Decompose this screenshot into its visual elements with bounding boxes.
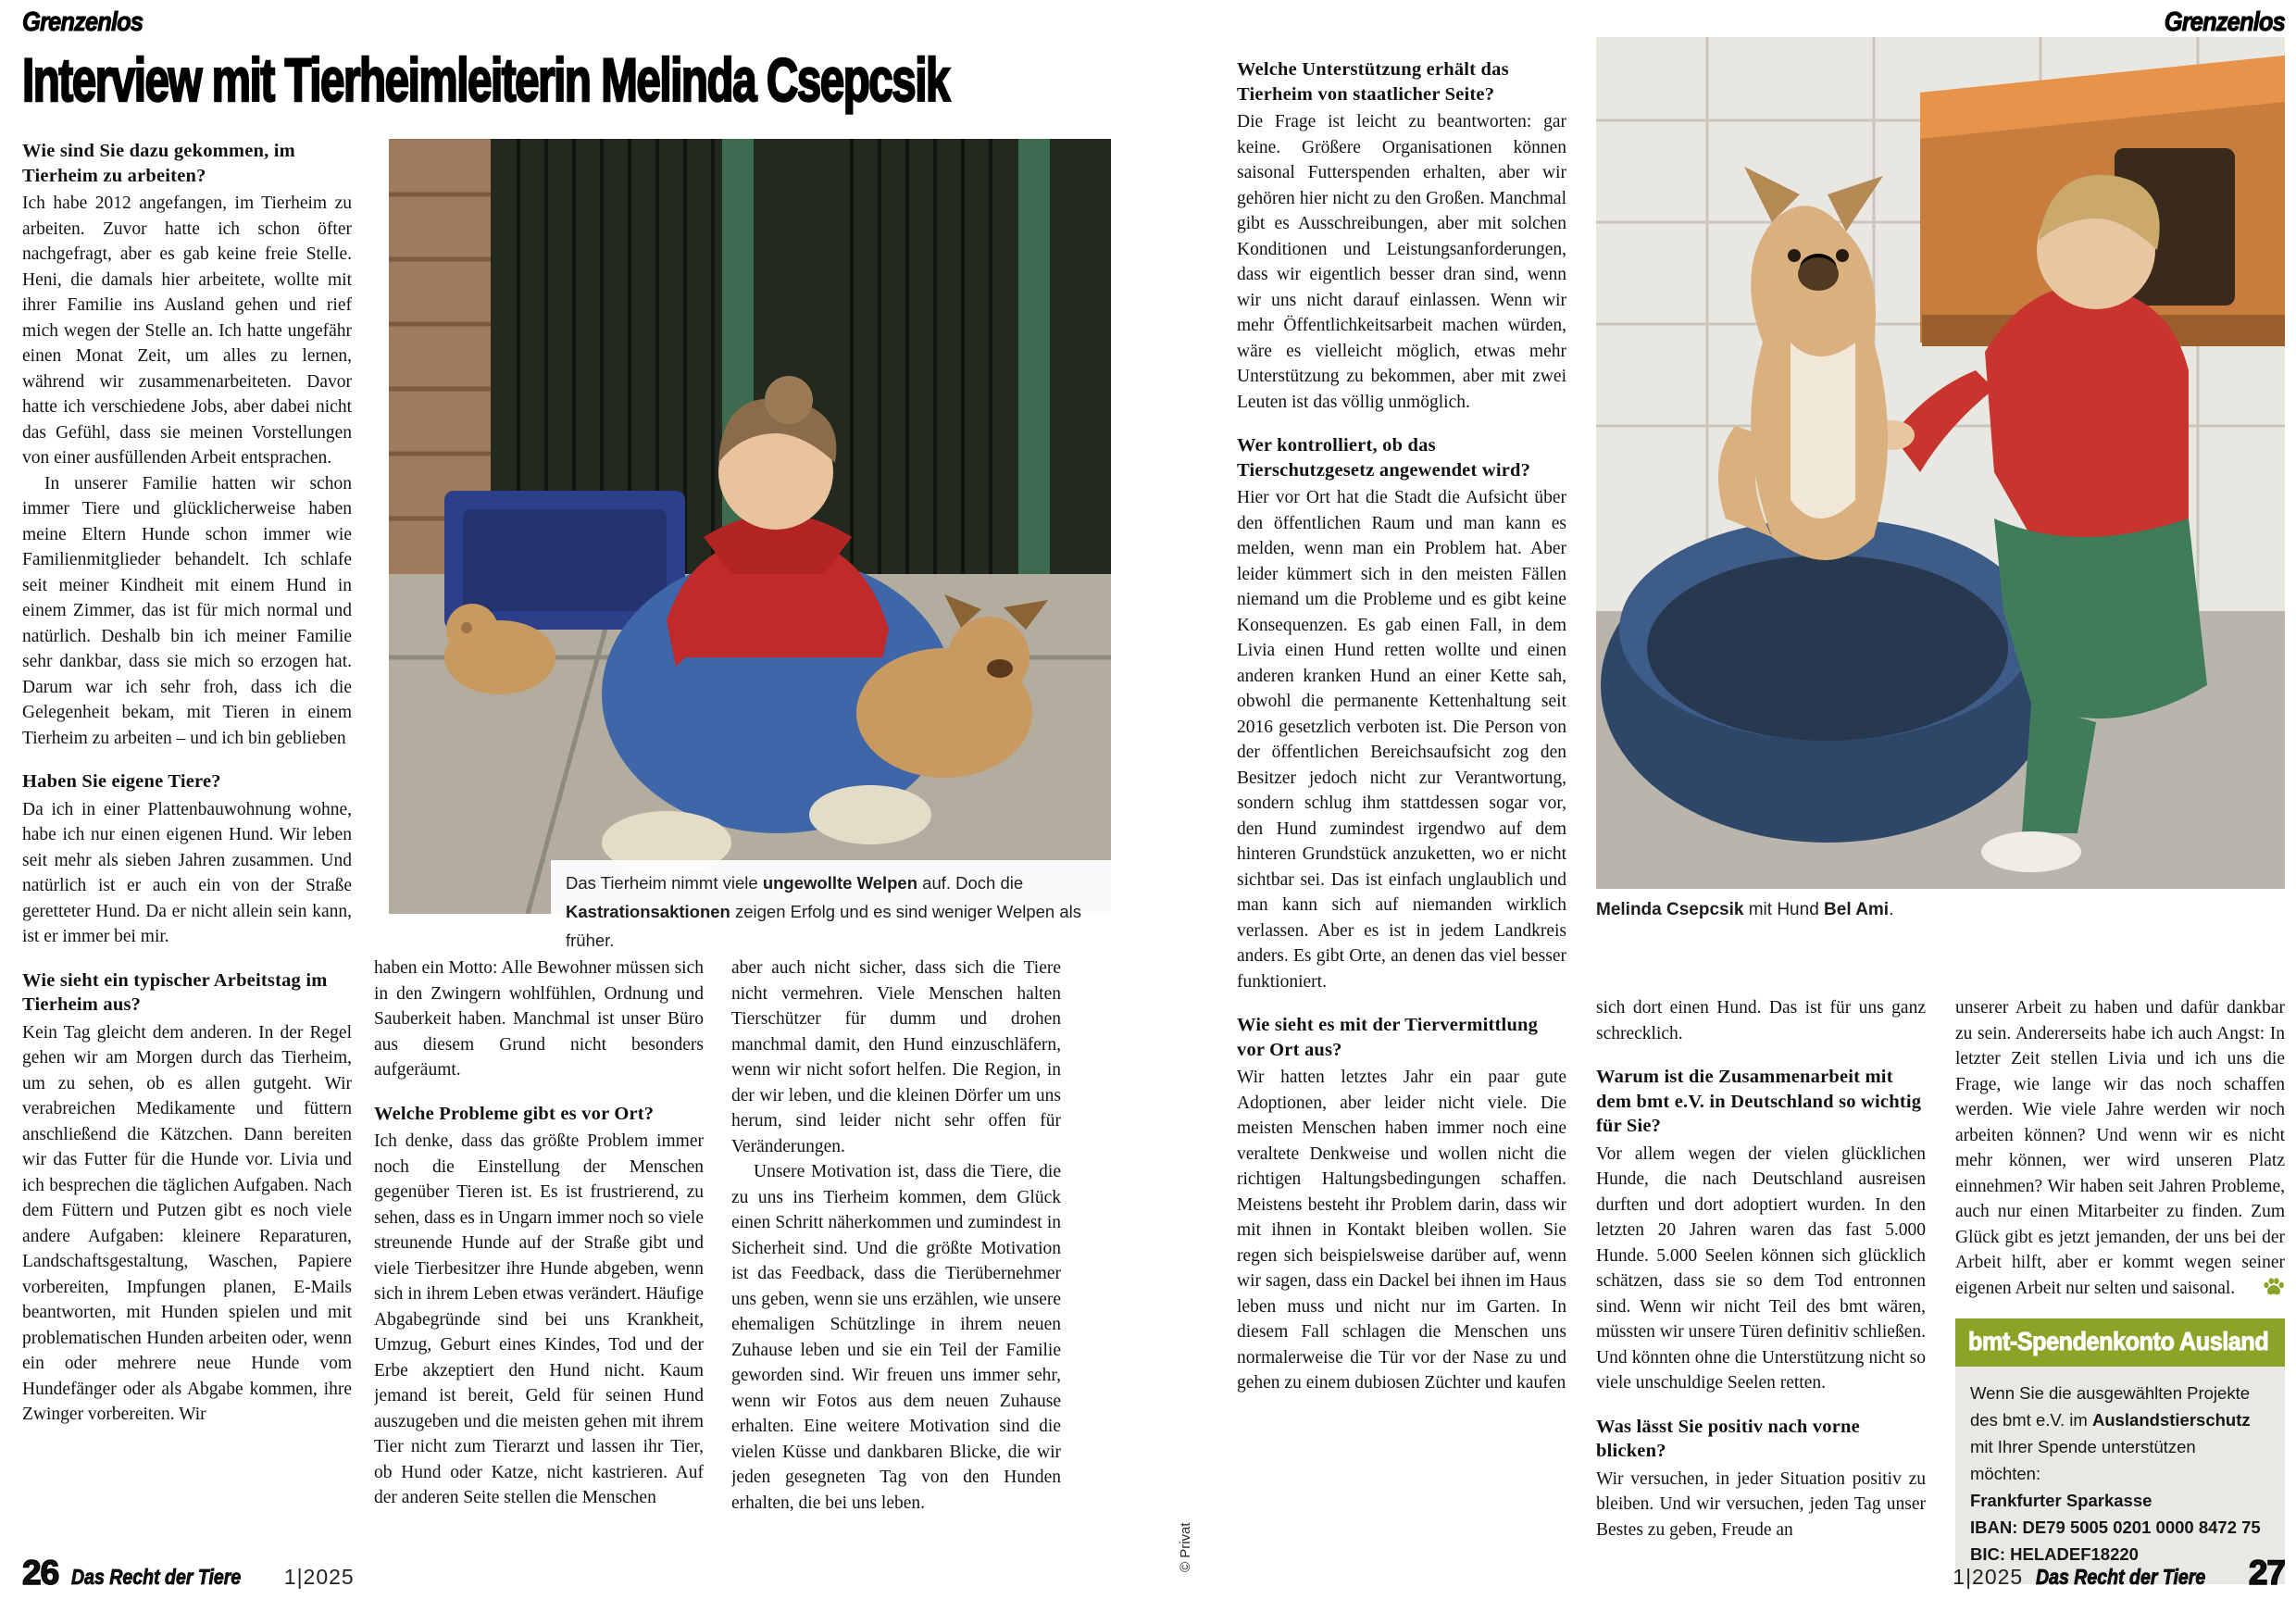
caption-bold-text: Frankfurter Sparkasse [1970, 1491, 2152, 1510]
caption-bold-text: IBAN: DE79 5005 0201 0000 8472 75 [1970, 1518, 2261, 1537]
section-label-left: Grenzenlos [22, 7, 144, 37]
photo-left-illustration [389, 139, 1111, 914]
caption-text: zeigen Erfolg und es sind weniger Welpen als früher. [566, 902, 1081, 950]
issue-label: 1|2025 [283, 1565, 355, 1589]
interview-paragraph: In unserer Familie hatten wir schon immer Tiere und glücklicherweise haben meine Eltern Hunde schon immer wie Familienmitglieder behandelt. Ich schlafe seit meiner Kindheit mit einem Hund in einem Zimmer, das ist für mich normal und natürlich. Deshalb bin ich meiner Familie sehr dankbar, dass sie mich so erzogen hat. Darum war ich sehr froh, dass ich die Gelegenheit bekam, mit Tieren in einem Tierheim zu arbeiten – und ich bin geblieben [22, 473, 352, 748]
interview-paragraph: Kein Tag gleicht dem anderen. In der Regel gehen wir am Morgen durch das Tierheim, um zu sehen, ob es allen gutgeht. Wir verabreichen Medikamente und füttern anschließend die Kätzchen. Dann bereiten wir das Futter für die Hunde vor. Livia und ich besprechen die täglichen Aufgaben. Nach dem Füttern und Putzen gibt es noch viele andere Aufgaben: kleinere Reparaturen, Landschaftsgestaltung, Waschen, Papiere vorbereiten, Impfungen planen, E-Mails beantworten, mit Hunden spielen und mit problematischen Hunden arbeiten oder, wenn ein oder mehrere neue Hunde vom Hundefänger oder als Abgabe kommen, ihre Zwinger vorbereiten. Wir [22, 1022, 352, 1424]
article-column-3 [731, 956, 1061, 1550]
interview-question: Wie sind Sie dazu gekommen, im Tierheim zu arbeiten? [22, 141, 295, 186]
interview-paragraph: Wir hatten letztes Jahr ein paar gute Adoptionen, aber leider nicht viele. Die meisten Menschen haben immer noch eine veraltete Denkweise und wollen nicht die richtigen Haltungsbedingungen schaffen. Meistens besteht ihr Problem darin, dass wir mit ihnen in Kontakt bleiben wollen. Sie regen sich beispielsweise darüber auf, wenn wir sagen, dass ein Dackel bei ihnen im Haus leben muss und nicht nur im Garten. In diesem Fall schlagen die Menschen uns normalerweise die Tür vor der Nase zu und gehen zu einem dubiosen Züchter und kaufen [1237, 1068, 1566, 1393]
paw-icon [2263, 1276, 2285, 1298]
caption-text: mit Ihrer Spende unterstützen möchten: [1970, 1437, 2196, 1483]
article-column-5 [1596, 995, 1926, 1551]
interview-paragraph: Hier vor Ort hat die Stadt die Aufsicht über den öffentlichen Raum und man kann es melden, wenn man ein Problem hat. Aber leider kümmert sich in den meisten Fällen niemand um die Probleme und es gibt keine Konsequenzen. Es gab einen Fall, in dem Livia einen Hund retten wollte und einen anderen kranken Hund an einer Kette sah, obwohl die permanente Kettenhaltung seit 2016 gesetzlich verboten ist. Die Person von der öffentlichen Bereichsaufsicht zog den Besitzer jedoch nicht zur Verantwortung, sondern schlug ihm stattdessen sogar vor, den Hund zumindest irgendwo auf dem hinteren Grundstück anzuketten, wo er nicht sichtbar sei. Das ist einfach unglaublich und man kann sich auf niemanden wirklich verlassen. Aber es ist in jedem Landkreis anders. Es gibt Orte, an denen das viel besser funktioniert. [1237, 488, 1566, 992]
donation-box-title: bmt-Spendenkonto Ausland [1955, 1318, 2285, 1367]
interview-paragraph: Vor allem wegen der vielen glücklichen Hunde, die nach Deutschland ausreisen durften und dort adoptiert wurden. In den letzten 20 Jahren waren das fast 5.000 Hunde. 5.000 Seelen können sich glücklich schätzen, dass sie so dem Tod entronnen sind. Wenn wir nicht Teil des bmt wären, müssten wir unsere Türen definitiv schließen. Und könnten ohne die Unterstützung nicht so viele unschuldige Seelen retten. [1596, 1143, 1926, 1393]
photo-right-illustration [1596, 37, 2285, 889]
interview-paragraph: Unsere Motivation ist, dass die Tiere, die zu uns ins Tierheim kommen, dem Glück einen Schritt näherkommen und zumindest in Sicherheit sind. Und die größte Motivation ist das Feedback, dass die Tierübernehmer uns geben, wenn sie uns erzählen, wie unsere ehemaligen Schützlinge in ihrem neuen Zuhause leben und sie ein Teil der Familie geworden sind. Wir freuen uns immer sehr, wenn wir Fotos aus dem neuen Zuhause erhalten. Eine weitere Motivation sind die vielen Küsse und dankbaren Blicke, die wir jeden gesegneten Tag von den Hunden erhalten, die bei uns leben. [731, 1162, 1061, 1513]
donation-intro-text [1970, 1380, 2270, 1487]
interview-paragraph: sich dort einen Hund. Das ist für uns ganz schrecklich. [1596, 998, 1926, 1043]
interview-question: Wie sieht ein typischer Arbeitstag im Tierheim aus? [22, 969, 328, 1015]
photo-caption-left [551, 860, 1111, 964]
issue-label: 1|2025 [1953, 1565, 2024, 1589]
interview-question: Warum ist die Zusammenarbeit mit dem bmt e.V. in Deutschland so wichtig für Sie? [1596, 1067, 1922, 1136]
interview-question: Wie sieht es mit der Tiervermittlung vor Ort aus? [1237, 1015, 1539, 1060]
interview-question: Was lässt Sie positiv nach vorne blicken? [1596, 1416, 1860, 1461]
interview-paragraph: Ich habe 2012 angefangen, im Tierheim zu arbeiten. Zuvor hatte ich schon öfter nachgefragt, aber es gab keine freie Stelle. Heni, die damals hier arbeitete, wollte mit ihrer Familie ins Ausland gehen und rief mich wegen der Stelle an. Ich hatte ungefähr einen Monat Zeit, um alles zu lernen, während wir zusammenarbeiteten. Davor hatte ich verschiedene Jobs, aber dabei nicht das Gefühl, dass sie meinen Vorstellungen von einer ausfüllenden Arbeit entsprachen. [22, 194, 352, 468]
caption-bold-text: ungewollte Welpen [762, 873, 918, 893]
interview-paragraph: Da ich in einer Plattenbauwohnung wohne, habe ich nur einen eigenen Hund. Wir leben seit mehr als sieben Jahren zusammen. Und natürlich ist er auch ein von der Straße geretteter Hund. Da er nicht allein sein kann, ist er immer bei mir. [22, 799, 352, 946]
donation-bank-line [1970, 1487, 2270, 1514]
caption-bold-text: Melinda Csepcsik [1596, 900, 1744, 919]
interview-paragraph: unserer Arbeit zu haben und dafür dankbar zu sein. Andererseits habe ich auch Angst: In letzter Zeit stellen Livia und ich uns die Frage, wie lange wir das noch schaffen werden. Wie viele Jahre werden wir noch arbeiten können? Und wenn wir es nicht mehr können, wer wird unseren Platz einnehmen? Wir haben seit Jahren Probleme, auch nur einen Mitarbeiter zu finden. Zum Glück gibt es jetzt jemanden, der uns bei der Arbeit hilft, aber er kommt wegen seiner eigenen Arbeit nur selten und saisonal. [1955, 998, 2285, 1298]
caption-bold-text: Kastrationsaktionen [566, 902, 730, 921]
photo-woman-with-puppies [389, 139, 1111, 914]
article-column-6 [1955, 995, 2285, 1314]
section-label-right: Grenzenlos [2164, 7, 2285, 37]
paw-icon-wrap [2263, 1276, 2285, 1298]
interview-paragraph: Wir versuchen, in jeder Situation positiv zu bleiben. Und wir versuchen, jeden Tag unser Bestes zu geben, Freude an [1596, 1468, 1926, 1540]
caption-text: auf. Doch die [917, 873, 1024, 893]
caption-text: mit Hund [1743, 900, 1825, 919]
interview-paragraph: Ich denke, dass das größte Problem immer noch die Einstellung der Menschen gegenüber Tieren ist. Es ist frustrierend, zu sehen, dass es in Ungarn immer noch so viele streunende Hunde auf der Straße gibt und viele Tierbesitzer ihre Hunde abgeben, wenn sich in ihrem Leben etwas verändert. Häufige Abgabegründe sind bei uns Krankheit, Umzug, Geburt eines Kindes, Tod und der Erbe akzeptiert den Hund nicht. Kaum jemand ist bereit, Geld für seinen Hund auszugeben und die meisten gehen mit ihrem Tier nicht zum Tierarzt und lassen ihr Tier, ob Hund oder Katze, nicht kastrieren. Auf der anderen Seite stellen die Menschen [374, 1131, 704, 1507]
interview-paragraph: Die Frage ist leicht zu beantworten: gar keine. Größere Organisationen können saisonal Futterspenden erhalten, aber wir gehören hier nicht zu den Großen. Manchmal gibt es Ausschreibungen, aber mit solchen Konditionen und Leistungsanforderungen, dass wir eigentlich besser dran sind, wenn wir uns nicht darauf einlassen. Wenn wir mehr Öffentlichkeitsarbeit machen würden, wäre es vielleicht möglich, etwas mehr Unterstützung zu bekommen, aber mit zwei Leuten ist das völlig unmöglich. [1237, 112, 1566, 412]
page-number-left: 26 [22, 1554, 59, 1592]
page-title: Interview mit Tierheimleiterin Melinda Csepcsik [22, 45, 950, 114]
interview-question: Haben Sie eigene Tiere? [22, 771, 221, 792]
donation-bank-line [1970, 1514, 2270, 1541]
footer-left [22, 1554, 355, 1593]
interview-paragraph: aber auch nicht sicher, dass sich die Tiere nicht vermehren. Viele Menschen halten Tierschützer für dumm und drohen manchmal damit, den Hund einzuschläfern, wenn wir nicht sofort helfen. Die Region, in der wir leben, und die kleinen Dörfer um uns herum, sind leider nicht sehr offen für Veränderungen. [731, 958, 1061, 1156]
interview-paragraph: haben ein Motto: Alle Bewohner müssen sich in den Zwingern wohlfühlen, Ordnung und Sauberkeit haben. Manchmal ist unser Büro aus diesem Grund nicht besonders aufgeräumt. [374, 958, 704, 1080]
footer-right [1953, 1554, 2285, 1593]
caption-text: . [1889, 900, 1894, 919]
interview-question: Wer kontrolliert, ob das Tierschutzgesetz angewendet wird? [1237, 435, 1531, 481]
caption-text: Wenn Sie die ausgewählten Projekte des bmt e.V. im [1970, 1383, 2251, 1430]
article-column-2 [374, 956, 704, 1550]
interview-question: Welche Unterstützung erhält das Tierheim von staatlicher Seite? [1237, 59, 1509, 105]
interview-question: Welche Probleme gibt es vor Ort? [374, 1103, 655, 1124]
donation-box-body [1955, 1367, 2285, 1584]
caption-bold-text: Bel Ami [1824, 900, 1890, 919]
donation-box [1955, 1318, 2285, 1584]
caption-text: Das Tierheim nimmt viele [566, 873, 763, 893]
magazine-name: Das Recht der Tiere [71, 1565, 242, 1589]
article-column-4 [1237, 57, 1566, 1578]
caption-bold-text: Auslandstierschutz [2091, 1410, 2251, 1430]
magazine-name: Das Recht der Tiere [2036, 1565, 2206, 1589]
photo-caption-right [1596, 898, 2285, 922]
caption-bold-text: BIC: HELADEF18220 [1970, 1544, 2139, 1564]
article-column-1 [22, 139, 352, 1543]
photo-credit: © Privat [1178, 1522, 1193, 1572]
page-number-right: 27 [2248, 1554, 2285, 1592]
photo-melinda-with-dog [1596, 37, 2285, 889]
